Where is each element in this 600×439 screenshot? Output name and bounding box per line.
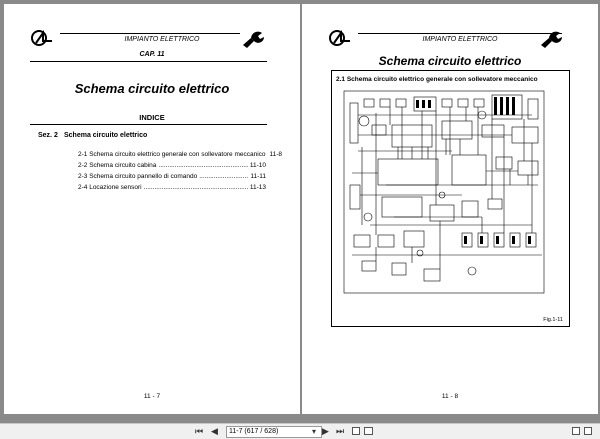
header-section-title: IMPIANTO ELETTRICO bbox=[60, 33, 264, 45]
header-section-title: IMPIANTO ELETTRICO bbox=[358, 33, 562, 45]
page-number: 11 - 8 bbox=[441, 393, 459, 400]
viewer-toolbar bbox=[0, 423, 600, 439]
toc-entry-label: 2-2 Schema circuito cabina bbox=[78, 162, 157, 169]
brand-logo-icon bbox=[328, 29, 354, 47]
chapter-label: CAP. 11 bbox=[139, 51, 165, 58]
toc-entry-page: 11-13 bbox=[249, 184, 266, 191]
toc-leader bbox=[199, 173, 248, 180]
next-page-icon[interactable]: ▶ bbox=[322, 426, 329, 436]
last-page-icon[interactable]: ⏭ bbox=[336, 426, 345, 436]
section-title: Schema circuito elettrico bbox=[64, 132, 148, 139]
toc-entry[interactable] bbox=[78, 184, 266, 191]
page-number-input[interactable]: 11-7 (617 / 628) bbox=[226, 426, 322, 438]
toc-entry[interactable] bbox=[78, 151, 283, 158]
index-heading: INDICE bbox=[139, 113, 165, 122]
toc-entry-page: 11-11 bbox=[250, 173, 266, 180]
single-page-view-icon[interactable] bbox=[352, 427, 360, 435]
toc-entry-page: 11-8 bbox=[269, 151, 283, 158]
fit-page-icon[interactable] bbox=[584, 427, 592, 435]
toc-leader bbox=[158, 162, 247, 169]
toc-entry[interactable] bbox=[78, 173, 266, 180]
page-number: 11 - 7 bbox=[143, 393, 161, 400]
page-title: Schema circuito elettrico bbox=[74, 81, 230, 96]
divider bbox=[30, 124, 267, 125]
wrench-hand-icon bbox=[240, 28, 266, 50]
right-page bbox=[302, 4, 598, 414]
page-title: Schema circuito elettrico bbox=[378, 54, 522, 68]
toc-entry[interactable] bbox=[78, 162, 266, 169]
previous-page-icon[interactable]: ◀ bbox=[211, 426, 218, 436]
brand-logo-icon bbox=[30, 29, 56, 47]
first-page-icon[interactable]: ⏮ bbox=[195, 426, 204, 436]
wiring-schematic-drawing bbox=[332, 85, 569, 313]
figure-label: Fig.1-11 bbox=[543, 317, 563, 323]
section-number: Sez. 2 bbox=[38, 132, 58, 139]
fullscreen-icon[interactable] bbox=[572, 427, 580, 435]
wiring-diagram bbox=[331, 70, 570, 327]
two-page-view-icon[interactable] bbox=[364, 427, 373, 435]
wrench-hand-icon bbox=[538, 28, 564, 50]
page-dropdown-icon[interactable]: ▾ bbox=[312, 427, 317, 436]
left-page bbox=[4, 4, 300, 414]
toc-entry-label: 2-3 Schema circuito pannello di comando bbox=[78, 173, 198, 180]
divider bbox=[30, 61, 267, 62]
toc-entry-label: 2-4 Locazione sensori bbox=[78, 184, 142, 191]
diagram-caption: 2.1 Schema circuito elettrico generale con sollevatore meccanico bbox=[336, 76, 538, 83]
toc-entry-label: 2-1 Schema circuito elettrico generale con sollevatore meccanico bbox=[78, 151, 266, 158]
toc-entry-page: 11-10 bbox=[249, 162, 266, 169]
toc-leader bbox=[144, 184, 248, 191]
